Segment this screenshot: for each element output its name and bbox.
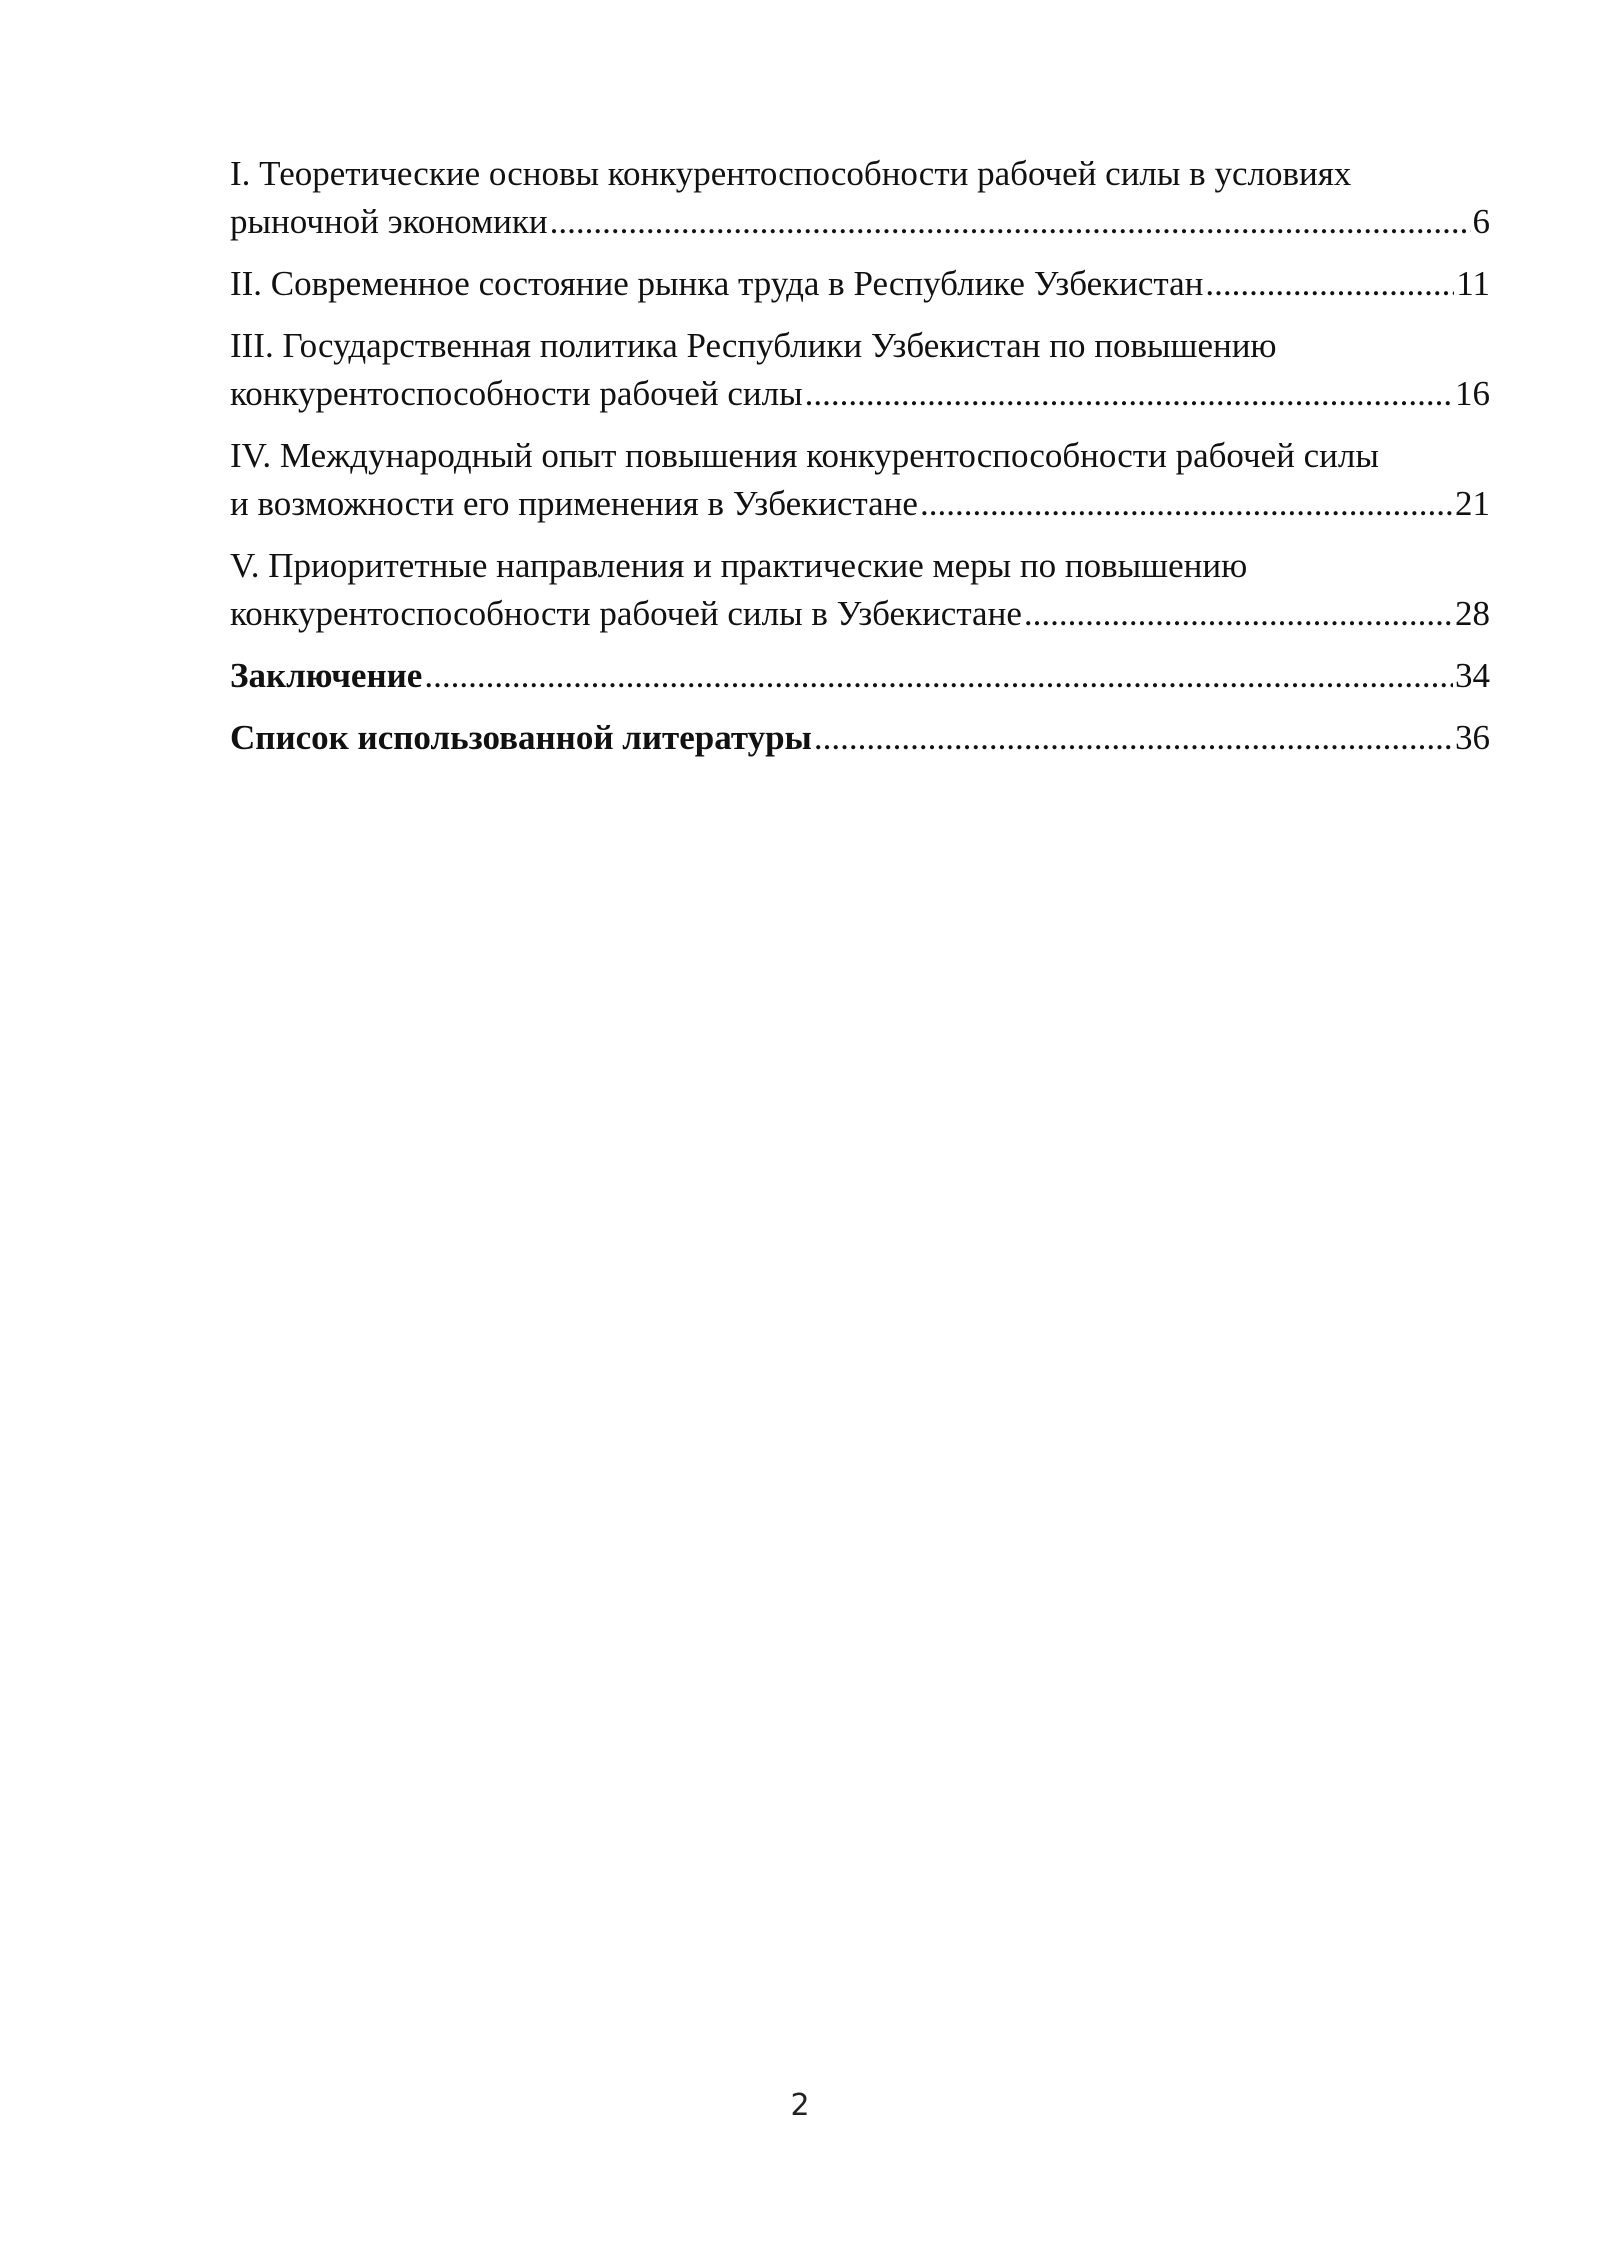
toc-entry-title-line: V. Приоритетные направления и практические меры по повышению (230, 546, 1248, 585)
toc-entry-title-line: III. Государственная политика Республики Узбекистан по повышению (230, 326, 1277, 365)
toc-entry-title-line: Список использованной литературы (230, 718, 812, 757)
dot-leader (424, 652, 1453, 700)
toc-entry-title-line: рыночной экономики (230, 202, 548, 241)
toc-entry-4[interactable] (230, 432, 1490, 528)
toc-entry-title-line: Заключение (230, 656, 423, 695)
dot-leader (1024, 590, 1453, 638)
toc-entry-last-line (230, 370, 1490, 418)
toc-page-number: 21 (1455, 484, 1490, 523)
toc-entry-title-line: II. Современное состояние рынка труда в Республике Узбекистан (230, 264, 1204, 303)
toc-entry-last-line (230, 714, 1490, 762)
toc-entry-3[interactable] (230, 322, 1490, 418)
toc-entry-title-line: конкурентоспособности рабочей силы в Узбекистане (230, 594, 1022, 633)
toc-entry-last-line (230, 590, 1490, 638)
toc-entry-1[interactable] (230, 150, 1490, 246)
toc-entry-title-line: и возможности его применения в Узбекистане (230, 484, 918, 523)
toc-entry-references[interactable] (230, 714, 1490, 762)
toc-entry-last-line (230, 652, 1490, 700)
toc-entry-last-line (230, 260, 1490, 308)
toc-page-number: 6 (1472, 202, 1490, 241)
toc-entry-title-line: I. Теоретические основы конкурентоспособности рабочей силы в условиях (230, 154, 1352, 193)
toc-entry-title-line: конкурентоспособности рабочей силы (230, 374, 803, 413)
toc-page-number: 36 (1455, 718, 1490, 757)
toc-entry-last-line (230, 198, 1490, 246)
dot-leader (920, 480, 1453, 528)
toc-page-number: 16 (1455, 374, 1490, 413)
table-of-contents (230, 150, 1490, 776)
toc-page-number: 28 (1455, 594, 1490, 633)
dot-leader (814, 714, 1453, 762)
toc-page-number: 11 (1456, 264, 1490, 303)
toc-entry-title-line: IV. Международный опыт повышения конкурентоспособности рабочей силы (230, 436, 1379, 475)
toc-entry-conclusion[interactable] (230, 652, 1490, 700)
page-number: 2 (790, 2088, 810, 2123)
toc-entry-last-line (230, 480, 1490, 528)
dot-leader (1205, 260, 1454, 308)
toc-page-number: 34 (1455, 656, 1490, 695)
toc-entry-5[interactable] (230, 542, 1490, 638)
dot-leader (805, 370, 1453, 418)
toc-entry-2[interactable] (230, 260, 1490, 308)
dot-leader (550, 198, 1471, 246)
